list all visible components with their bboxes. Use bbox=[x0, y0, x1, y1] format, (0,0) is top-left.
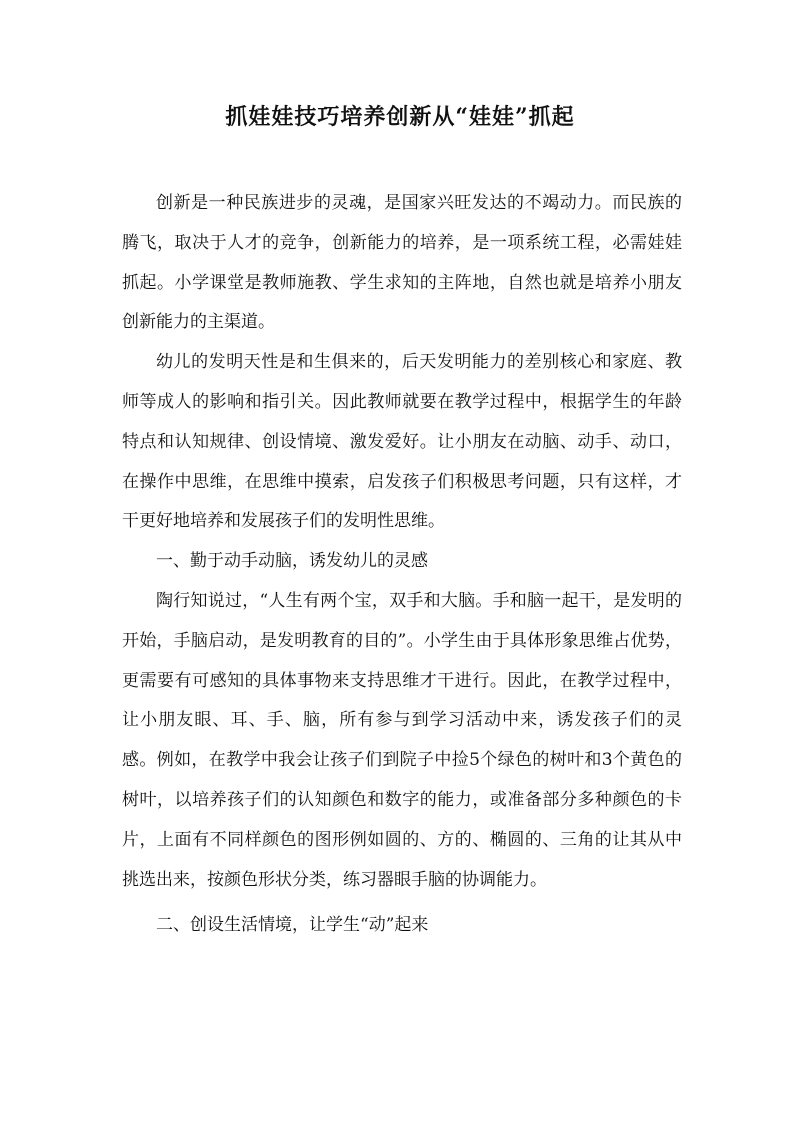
document-title: 抓娃娃技巧培养创新从“娃娃”抓起 bbox=[225, 104, 575, 130]
intro-paragraph-1: 创新是一种民族进步的灵魂，是国家兴旺发达的不竭动力。而民族的腾飞，取决于人才的竞争，创新能力的培养，是一项系统工程，必需娃娃抓起。小学课堂是教师施教、学生求知的主阵地，自然也就是培养小朋友创新能力的主渠道。 bbox=[122, 193, 682, 333]
section-heading-2: 二、创设生活情境，让学生“动”起来 bbox=[156, 915, 429, 936]
intro-paragraph-2: 幼儿的发明天性是和生俱来的，后天发明能力的差别核心和家庭、教师等成人的影响和指引关。因此教师就要在教学过程中，根据学生的年龄特点和认知规律、创设情境、激发爱好。让小朋友在动脑、动手、动口，在操作中思维，在思维中摸索，启发孩子们积极思考问题，只有这样，才干更好地培养和发展孩子们的发明性思维。 bbox=[122, 352, 682, 532]
section-1-paragraph: 陶行知说过，“人生有两个宝，双手和大脑。手和脑一起干，是发明的开始，手脑启动，是发明教育的目的”。小学生由于具体形象思维占优势，更需要有可感知的具体事物来支持思维才干进行。因此，在教学过程中，让小朋友眼、耳、手、脑，所有参与到学习活动中来，诱发孩子们的灵感。例如，在教学中我会让孩子们到院子中捡5个绿色的树叶和3个黄色的树叶，以培养孩子们的认知颜色和数字的能力，或准备部分多种颜色的卡片，上面有不同样颜色的图形例如圆的、方的、椭圆的、三角的让其从中挑选出来，按颜色形状分类，练习器眼手脑的协调能力。 bbox=[122, 590, 682, 890]
document-body bbox=[122, 184, 682, 946]
section-heading-1: 一、勤于动手动脑，诱发幼儿的灵感 bbox=[156, 551, 428, 572]
